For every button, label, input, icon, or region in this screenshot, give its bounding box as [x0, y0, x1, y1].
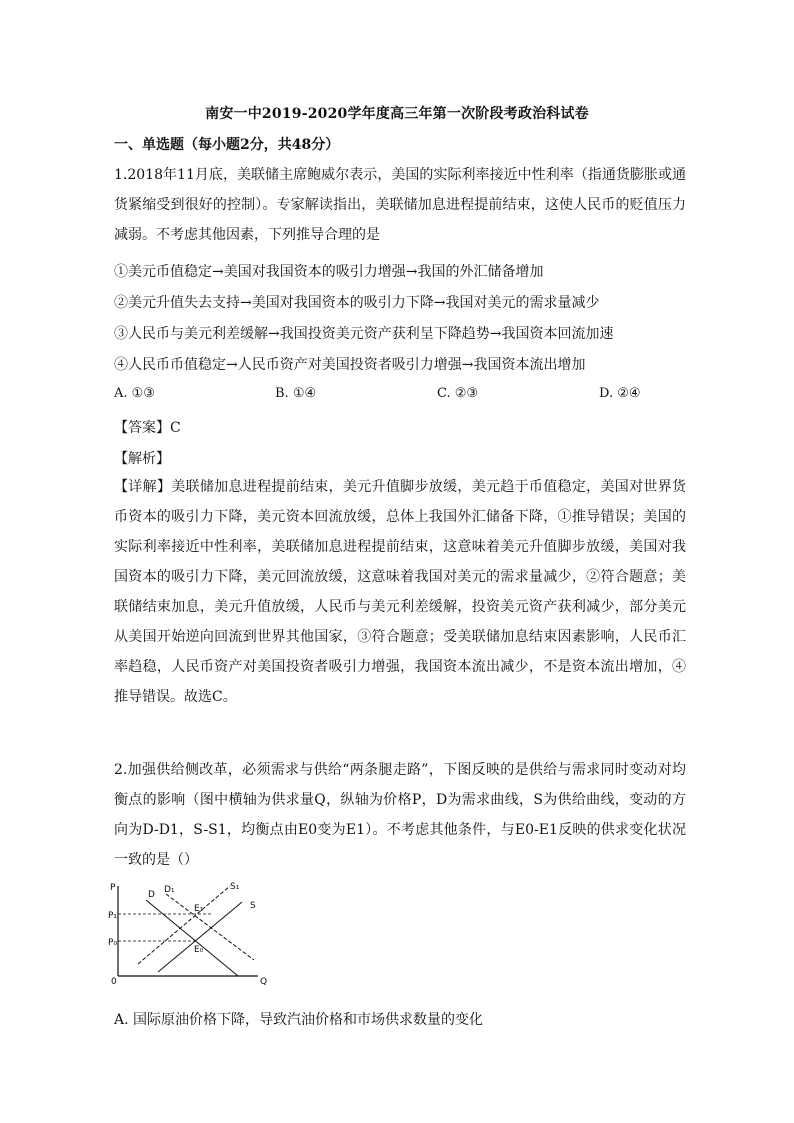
graph-label-s: S [250, 901, 256, 911]
graph-label-e0: E₀ [194, 945, 204, 955]
q1-item-4: ④人民币币值稳定→人民币资产对美国投资者吸引力增强→我国资本流出增加 [114, 357, 586, 373]
graph-label-e1: E₁ [194, 904, 204, 914]
graph-label-q: Q [260, 977, 268, 987]
graph-label-p0: P₀ [108, 938, 118, 948]
q1-option-c: C. ②③ [437, 386, 479, 401]
q2-stem: 2.加强供给侧改革，必须需求与供给“两条腿走路”，下图反映的是供给与需求同时变动对均衡点的影响（图中横轴为供求量Q，纵轴为价格P，D为需求曲线，S为供给曲线，变动的方向为D-D1，S-S1，均衡点由E0变为E1）。不考虑其他条件，与E0-E1反映的供求变化状况一致的是（） [114, 762, 686, 868]
graph-label-p: P [110, 883, 116, 893]
q1-analysis-label: 【解析】 [114, 451, 170, 467]
section-heading: 一、单选题（每小题2分，共48分） [114, 137, 340, 153]
graph-label-p1: P₁ [108, 911, 118, 921]
q1-stem: 1.2018年11月底，美联储主席鲍威尔表示，美国的实际利率接近中性利率（指通货膨胀或通货紧缩受到很好的控制）。专家解读指出，美联储加息进程提前结束，这使人民币的贬值压力减弱。不考虑其他因素，下列推导合理的是 [114, 167, 686, 243]
q1-option-b: B. ①④ [275, 386, 317, 401]
q1-item-1: ①美元币值稳定→美国对我国资本的吸引力增强→我国的外汇储备增加 [114, 264, 544, 280]
q1-item-2: ②美元升值失去支持→美国对我国资本的吸引力下降→我国对美元的需求量减少 [114, 295, 600, 311]
q1-option-d: D. ②④ [599, 386, 641, 401]
supply-demand-graph [108, 880, 274, 988]
q1-item-3: ③人民币与美元利差缓解→我国投资美元资产获利呈下降趋势→我国资本回流加速 [114, 326, 614, 342]
q2-option-a: A. 国际原油价格下降，导致汽油价格和市场供求数量的变化 [114, 1012, 484, 1028]
exam-title: 南安一中2019-2020学年度高三年第一次阶段考政治科试卷 [205, 106, 589, 122]
graph-label-s1: S₁ [230, 882, 240, 892]
q1-detail: 【详解】美联储加息进程提前结束，美元升值脚步放缓，美元趋于币值稳定，美国对世界货币资本的吸引力下降，美元资本回流放缓，总体上我国外汇储备下降，①推导错误；美国的实际利率接近中性利率，美联储加息进程提前结束，这意味着美元升值脚步放缓，美国对我国资本的吸引力下降，美元回流放缓，这意味着我国对美元的需求量减少，②符合题意；美联储结束加息，美元升值放缓，人民币与美元利差缓解，投资美元资产获利减少，部分美元从美国开始逆向回流到世界其他国家，③符合题意；受美联储加息结束因素影响，人民币汇率趋稳，人民币资产对美国投资者吸引力增强，我国资本流出减少，不是资本流出增加，④推导错误。故选C。 [114, 479, 686, 705]
graph-label-d: D [148, 890, 155, 900]
q1-answer: 【答案】C [114, 420, 181, 436]
q1-option-a: A. ①③ [114, 386, 155, 401]
graph-label-d1: D₁ [164, 885, 175, 895]
graph-label-origin: 0 [111, 977, 117, 987]
